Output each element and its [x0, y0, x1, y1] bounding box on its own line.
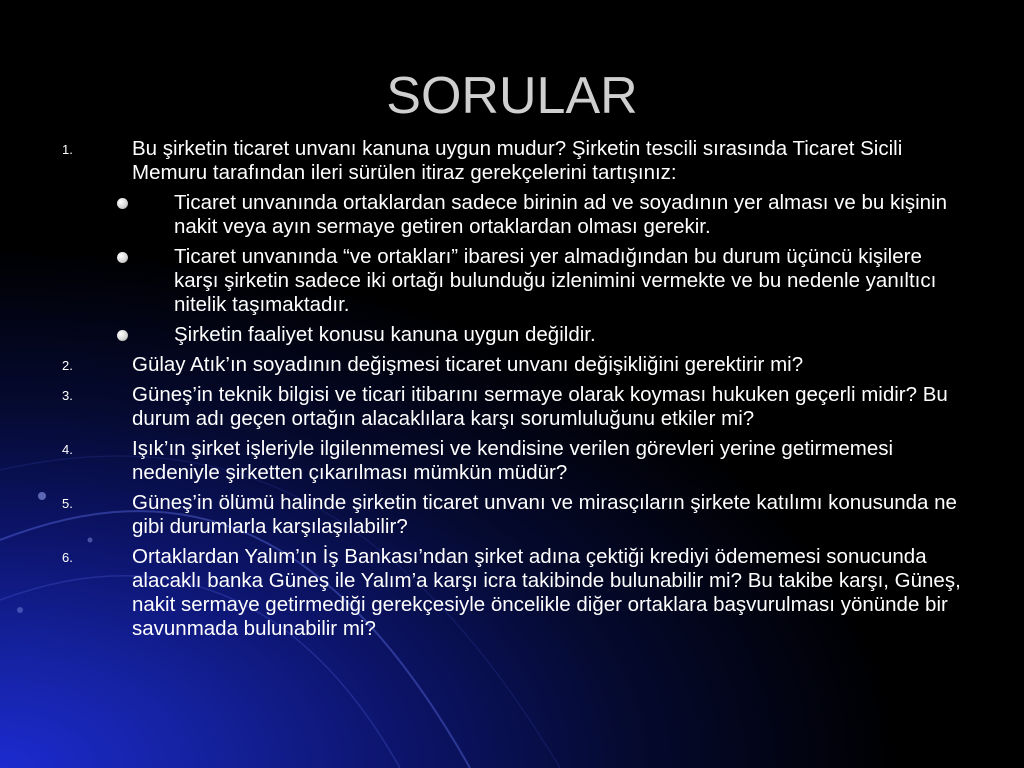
bullet-icon	[117, 198, 128, 209]
question-item	[62, 491, 962, 539]
question-number: 4.	[62, 442, 73, 457]
question-number: 2.	[62, 358, 73, 373]
question-text: Güneş’in ölümü halinde şirketin ticaret unvanı ve mirasçıların şirkete katılımı konusunda ne gibi durumlarla karşılaşılabilir?	[132, 491, 957, 538]
sub-point	[62, 245, 962, 317]
questions-list	[62, 137, 962, 647]
question-item	[62, 545, 962, 641]
slide-title: SORULAR	[386, 67, 638, 125]
sub-point	[62, 191, 962, 239]
sub-point-text: Ticaret unvanında “ve ortakları” ibaresi yer almadığından bu durum üçüncü kişilere karşı şirketin sadece iki ortağı bulunduğu izlenimini vermekte ve bu nedenle yanıltıcı nitelik taşımaktadır.	[174, 245, 937, 316]
question-text: Gülay Atık’ın soyadının değişmesi ticaret unvanı değişikliğini gerektirir mi?	[132, 353, 804, 376]
question-number: 6.	[62, 550, 73, 565]
question-item	[62, 383, 962, 431]
sub-point-text: Şirketin faaliyet konusu kanuna uygun değildir.	[174, 323, 596, 346]
sub-point	[62, 323, 962, 347]
question-item	[62, 353, 962, 377]
question-number: 1.	[62, 142, 73, 157]
question-number: 3.	[62, 388, 73, 403]
question-item	[62, 437, 962, 485]
question-text: Bu şirketin ticaret unvanı kanuna uygun mudur? Şirketin tescili sırasında Ticaret Sicili Memuru tarafından ileri sürülen itiraz gerekçelerini tartışınız:	[132, 137, 903, 184]
question-text: Güneş’in teknik bilgisi ve ticari itibarını sermaye olarak koyması hukuken geçerli midir? Bu durum adı geçen ortağın alacaklılara karşı sorumluluğunu etkiler mi?	[132, 383, 948, 430]
bullet-icon	[117, 252, 128, 263]
question-text: Ortaklardan Yalım’ın İş Bankası’ndan şirket adına çektiği krediyi ödememesi sonucunda alacaklı banka Güneş ile Yalım’a karşı icra takibinde bulunabilir mi? Bu takibe karşı, Güneş, nakit sermaye getirmediği gerekçesiyle öncelikle diğer ortaklara başvurulması yönünde bir savunmada bulunabilir mi?	[132, 545, 961, 640]
question-text: Işık’ın şirket işleriyle ilgilenmemesi ve kendisine verilen görevleri yerine getirmemesi nedeniyle şirketten çıkarılması mümkün müdür?	[132, 437, 894, 484]
bullet-icon	[117, 330, 128, 341]
question-item	[62, 137, 962, 185]
question-number: 5.	[62, 496, 73, 511]
sub-point-text: Ticaret unvanında ortaklardan sadece birinin ad ve soyadının yer alması ve bu kişinin nakit veya ayın sermaye getiren ortaklardan olması gerekir.	[174, 191, 947, 238]
